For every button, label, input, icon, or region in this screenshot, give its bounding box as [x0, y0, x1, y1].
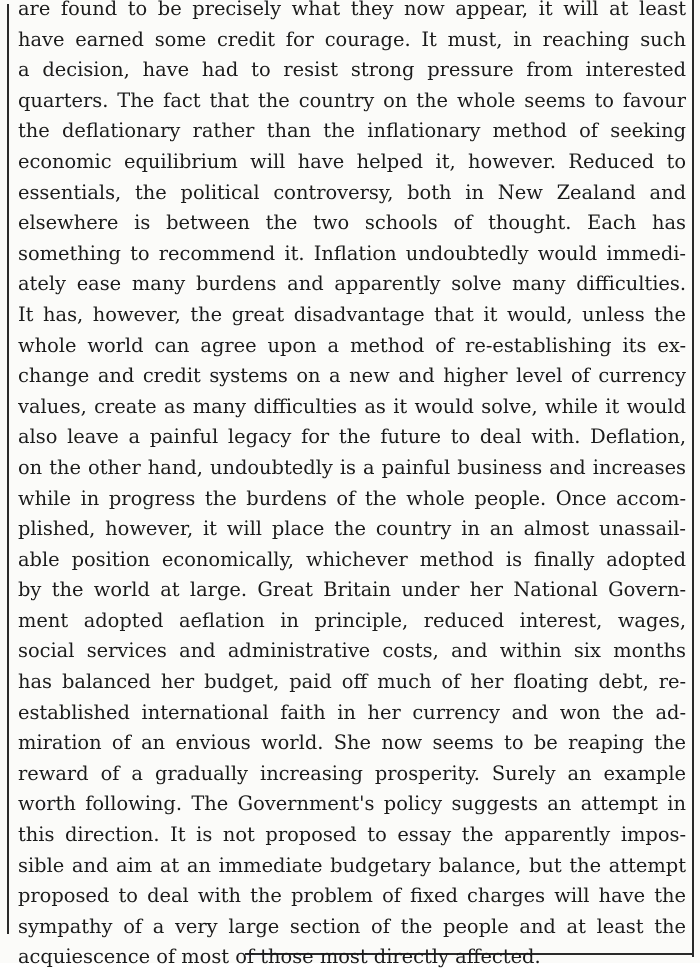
text-line: while in progress the burdens of the whole people. Once accom-: [18, 486, 686, 510]
text-line: on the other hand, undoubtedly is a painful business and increases: [18, 455, 686, 479]
text-line: also leave a painful legacy for the future to deal with. Deflation,: [18, 425, 686, 449]
text-line: elsewhere is between the two schools of thought. Each has: [18, 211, 686, 235]
text-line: values, create as many difficulties as it would solve, while it would: [18, 394, 686, 418]
text-line: able position economically, whichever method is finally adopted: [18, 547, 686, 571]
right-column-rule: [692, 0, 694, 957]
text-line: are found to be precisely what they now appear, it will at least: [18, 0, 686, 20]
text-line: proposed to deal with the problem of fixed charges will have the: [18, 884, 686, 908]
text-line: has balanced her budget, paid off much of her floating debt, re-: [18, 670, 686, 694]
text-line: It has, however, the great disadvantage that it would, unless the: [18, 302, 686, 326]
text-line: ately ease many burdens and apparently solve many difficulties.: [18, 272, 686, 296]
text-line: reward of a gradually increasing prosperity. Surely an example: [18, 761, 686, 785]
text-line: economic equilibrium will have helped it, however. Reduced to: [18, 149, 686, 173]
text-line: a decision, have had to resist strong pressure from interested: [18, 58, 686, 82]
text-line: sible and aim at an immediate budgetary balance, but the attempt: [18, 853, 686, 877]
text-line-last: acquiescence of most of those most directly affected.: [18, 945, 541, 969]
text-line: worth following. The Government's policy suggests an attempt in: [18, 792, 686, 816]
text-line: social services and administrative costs, and within six months: [18, 639, 686, 663]
text-line: have earned some credit for courage. It must, in reaching such: [18, 27, 686, 51]
text-line: essentials, the political controversy, both in New Zealand and: [18, 180, 686, 204]
text-line: whole world can agree upon a method of re-establishing its ex-: [18, 333, 686, 357]
text-line: this direction. It is not proposed to essay the apparently impos-: [18, 823, 686, 847]
text-line: sympathy of a very large section of the people and at least the: [18, 914, 686, 938]
article-column: [18, 0, 686, 973]
text-line: ment adopted aeflation in principle, reduced interest, wages,: [18, 608, 686, 632]
text-line: something to recommend it. Inflation undoubtedly would immedi-: [18, 241, 686, 265]
left-column-rule: [7, 4, 9, 934]
text-line: established international faith in her currency and won the ad-: [18, 700, 686, 724]
text-line: change and credit systems on a new and higher level of currency: [18, 364, 686, 388]
text-line: the deflationary rather than the inflationary method of seeking: [18, 119, 686, 143]
text-line: by the world at large. Great Britain under her National Govern-: [18, 578, 686, 602]
text-line: miration of an envious world. She now seems to be reaping the: [18, 731, 686, 755]
text-line: quarters. The fact that the country on the whole seems to favour: [18, 88, 686, 112]
text-line: plished, however, it will place the country in an almost unassail-: [18, 517, 686, 541]
